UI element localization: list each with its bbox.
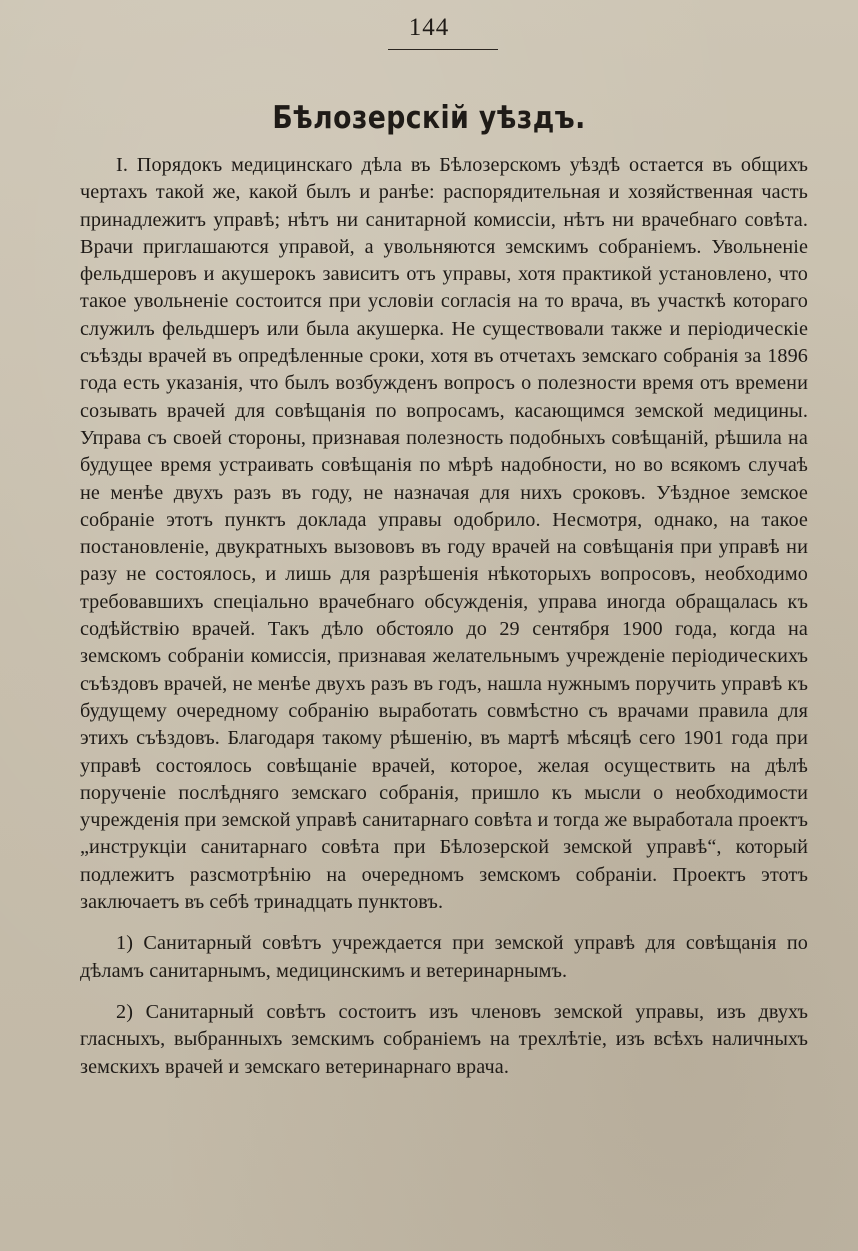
page-number: 144 xyxy=(408,14,450,41)
header-rule xyxy=(388,49,498,50)
body-text xyxy=(80,152,808,1081)
paragraph: 1) Санитарный совѣтъ учреждается при земской управѣ для совѣщанія по дѣламъ санитарнымъ, медицинскимъ и ветеринарнымъ. xyxy=(80,932,808,982)
paragraph: 2) Санитарный совѣтъ состоитъ изъ членовъ земской управы, изъ двухъ гласныхъ, выбранныхъ земскимъ собраніемъ на трехлѣтіе, изъ всѣхъ наличныхъ земскихъ врачей и земскаго ветеринарнаго врача. xyxy=(80,1000,808,1078)
paragraph: I. Порядокъ медицинскаго дѣла въ Бѣлозерскомъ уѣздѣ остается въ общихъ чертахъ такой же, какой былъ и ранѣе: распорядительная и хозяйственная часть принадлежитъ управѣ; нѣтъ ни санитарной комиссіи, нѣтъ ни врачебнаго совѣта. Врачи приглашаются управой, а увольняются земскимъ собраніемъ. Увольненіе фельдшеровъ и акушерокъ зависитъ отъ управы, хотя практикой установлено, что такое увольненіе состоится при условіи согласія на то врача, въ участкѣ котораго служилъ фельдшеръ или была акушерка. Не существовали также и періодическіе съѣзды врачей въ опредѣленные сроки, хотя въ отчетахъ земскаго собранія за 1896 года есть указанія, что былъ возбужденъ вопросъ о полезности время отъ времени созывать врачей для совѣщанія по вопросамъ, касающимся земской медицины. Управа съ своей стороны, признавая полезность подобныхъ совѣщаній, рѣшила на будущее время устраивать совѣщанія по мѣрѣ надобности, но во всякомъ случаѣ не менѣе двухъ разъ въ году, не назначая для нихъ сроковъ. Уѣздное земское собраніе этотъ пунктъ доклада управы одобрило. Несмотря, однако, на такое постановленіе, двукратныхъ вызововъ въ году врачей на совѣщанія при управѣ ни разу не состоялось, и лишь для разрѣшенія нѣкоторыхъ вопросовъ, необходимо требовавшихъ спеціально врачебнаго обсужденія, управа иногда обращалась къ содѣйствію врачей. Такъ дѣло обстояло до 29 сентября 1900 года, когда на земскомъ собраніи комиссія, признавая желательнымъ учрежденіе періодическихъ съѣздовъ врачей, не менѣе двухъ разъ въ годъ, нашла нужнымъ поручить управѣ къ будущему очередному собранію выработать совмѣстно съ врачами правила для этихъ съѣздовъ. Благодаря такому рѣшенію, въ мартѣ мѣсяцѣ сего 1901 года при управѣ состоялось совѣщаніе врачей, которое, желая осуществить на дѣлѣ порученіе послѣдняго земскаго собранія, пришло къ мысли о необходимости учрежденія при земской управѣ санитарнаго совѣта и тогда же выработала проектъ „инструкціи санитарнаго совѣта при Бѣлозерской земской управѣ“, который подлежитъ разсмотрѣнію на очередномъ земскомъ собраніи. Проектъ этотъ заключаетъ въ себѣ тринадцать пунктовъ. xyxy=(80,154,808,914)
section-title: Бѣлозерскій уѣздъ. xyxy=(272,100,586,136)
